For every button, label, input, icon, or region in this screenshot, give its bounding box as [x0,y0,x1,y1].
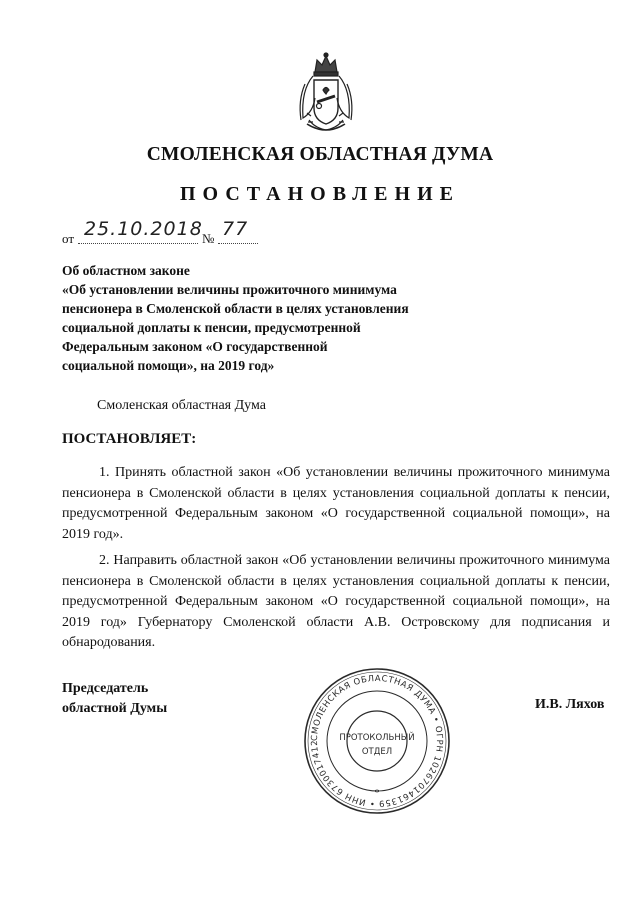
subject-line: Об областном законе [62,263,190,278]
body-intro: Смоленская областная Дума [97,398,266,413]
document-subject [62,261,502,375]
paragraph-1: 1. Принять областной закон «Об установлении величины прожиточного минимума пенсионера в Смоленской области в целях установления социальной доплаты к пенсии, предусмотренной Федеральным законом «О государственной социальной помощи», на 2019 год». [62,465,610,542]
subject-line: социальной доплаты к пенсии, предусмотренной [62,320,361,335]
subject-line: социальной помощи», на 2019 год» [62,358,275,373]
subject-line: «Об установлении величины прожиточного минимума [62,282,397,297]
official-stamp [302,666,452,816]
date-prefix: от [62,231,75,246]
handwritten-date: 25.10.2018 [84,218,203,240]
signer-name: И.В. Ляхов [535,697,605,712]
handwritten-number: 77 [222,218,249,240]
subject-line: пенсионера в Смоленской области в целях установления [62,301,409,316]
organization-title: СМОЛЕНСКАЯ ОБЛАСТНАЯ ДУМА [146,144,494,165]
number-underline [218,243,258,244]
smolensk-coat-of-arms-icon [293,50,359,140]
document-type: ПОСТАНОВЛЕНИЕ [180,183,460,205]
paragraph-2: 2. Направить областной закон «Об установлении величины прожиточного минимума пенсионера в Смоленской области в целях установления социальной доплаты к пенсии, предусмотренной Федеральным законом «О государственной социальной помощи», на 2019 год» Губернатору Смоленской области А.В. Островскому для подписания и обнародования. [62,553,610,650]
subject-line: Федеральным законом «О государственной [62,339,328,354]
date-underline [78,243,198,244]
number-prefix: № [202,231,215,246]
signer-title-line: областной Думы [62,701,168,716]
signer-title [62,679,167,719]
resolves-heading: ПОСТАНОВЛЯЕТ: [62,431,197,447]
signer-title-line: Председатель [62,681,149,696]
stamp-ring-text: СМОЛЕНСКАЯ ОБЛАСТНАЯ ДУМА • ОГРН 1026701461359 • ИНН 6730017412 [309,673,445,809]
stamp-center-line: ПРОТОКОЛЬНЫЙ [339,733,415,743]
star-icon: * [374,788,380,799]
stamp-center-line: ОТДЕЛ [361,747,393,757]
